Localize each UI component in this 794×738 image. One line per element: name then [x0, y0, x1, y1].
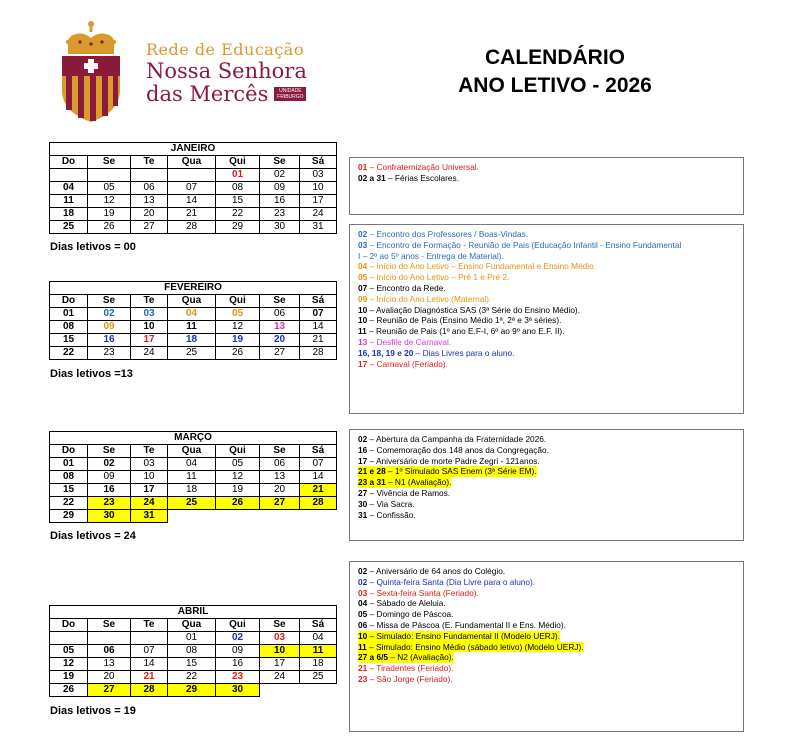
- weekday-header: Qui: [216, 156, 260, 169]
- day-cell: 27: [131, 221, 168, 234]
- empty-day-cell: [88, 169, 131, 182]
- event-item: 04 – Início do Ano Letivo – Ensino Fundamental e Ensino Médio.: [358, 261, 597, 272]
- day-cell: 03: [131, 458, 168, 471]
- day-cell: 26: [216, 497, 260, 510]
- day-cell: 08: [50, 471, 88, 484]
- day-cell: 29: [216, 221, 260, 234]
- empty-day-cell: [50, 169, 88, 182]
- empty-day-cell: [300, 510, 337, 523]
- weekday-header: Se: [260, 445, 300, 458]
- event-item: 01 – Confraternização Universal.: [358, 162, 479, 172]
- day-cell: 05: [50, 645, 88, 658]
- day-cell: 08: [168, 645, 216, 658]
- day-cell: 14: [300, 471, 337, 484]
- day-cell: 16: [216, 658, 260, 671]
- school-crest-logo: [58, 20, 124, 124]
- day-cell: 18: [168, 484, 216, 497]
- day-cell: 26: [88, 221, 131, 234]
- empty-day-cell: [260, 510, 300, 523]
- event-item: 10 – Avaliação Diagnóstica SAS (3ª Série do Ensino Médio).: [358, 304, 580, 315]
- day-cell: 14: [131, 658, 168, 671]
- day-cell: 22: [50, 497, 88, 510]
- day-cell: 17: [131, 484, 168, 497]
- event-item: 16 – Comemoração dos 148 anos da Congregação.: [358, 444, 549, 455]
- week-row: [50, 169, 337, 182]
- day-cell: 09: [88, 321, 131, 334]
- event-item: 07 – Encontro da Rede.: [358, 282, 446, 293]
- day-cell: 06: [131, 182, 168, 195]
- day-cell: 31: [131, 510, 168, 523]
- day-cell: 04: [50, 182, 88, 195]
- week-row: [50, 221, 337, 234]
- event-item: 03 – Sexta-feira Santa (Feriado).: [358, 587, 479, 598]
- brand-line-3-text: das Mercês: [146, 82, 269, 106]
- day-cell: 24: [131, 497, 168, 510]
- day-cell: 13: [260, 321, 300, 334]
- day-cell: 03: [131, 308, 168, 321]
- event-item: 02 – Abertura da Campanha da Fraternidade 2026.: [358, 434, 547, 444]
- event-item: I – 2º ao 5º anos - Entrega de Material).: [358, 250, 504, 261]
- day-cell: 22: [168, 671, 216, 684]
- weekday-header: Do: [50, 619, 88, 632]
- event-item: 31 – Confissão.: [358, 509, 416, 520]
- day-cell: 23: [260, 208, 300, 221]
- day-cell: 21: [168, 208, 216, 221]
- day-cell: 09: [88, 471, 131, 484]
- day-cell: 19: [216, 484, 260, 497]
- page-title: [440, 44, 670, 100]
- day-cell: 28: [300, 497, 337, 510]
- event-item: 17 – Aniversário de morte Padre Zegri - 121anos.: [358, 455, 540, 466]
- empty-day-cell: [131, 632, 168, 645]
- month-name: JANEIRO: [50, 143, 337, 156]
- weekday-header: Se: [88, 445, 131, 458]
- weekday-header: Se: [260, 295, 300, 308]
- weekday-header: Qua: [168, 156, 216, 169]
- empty-day-cell: [131, 169, 168, 182]
- week-row: [50, 308, 337, 321]
- event-item: 21 – Tiradentes (Feriado).: [358, 663, 454, 674]
- day-cell: 26: [50, 684, 88, 697]
- day-cell: 04: [168, 308, 216, 321]
- day-cell: 30: [260, 221, 300, 234]
- brand-line-3: [146, 83, 307, 105]
- brand-line-1: Rede de Educação: [146, 40, 304, 59]
- weekday-header: Sá: [300, 156, 337, 169]
- day-cell: 03: [300, 169, 337, 182]
- events-box-janeiro: [349, 157, 744, 215]
- empty-day-cell: [168, 510, 216, 523]
- weekday-header: Te: [131, 295, 168, 308]
- day-cell: 29: [50, 510, 88, 523]
- event-item: 06 – Missa de Páscoa (E. Fundamental II e Ens. Médio).: [358, 619, 566, 630]
- day-cell: 23: [88, 497, 131, 510]
- weekday-header: Se: [88, 295, 131, 308]
- week-row: [50, 658, 337, 671]
- weekday-header: Sá: [300, 619, 337, 632]
- day-cell: 24: [300, 208, 337, 221]
- day-cell: 25: [168, 347, 216, 360]
- day-cell: 11: [168, 321, 216, 334]
- calendar-table-março: [49, 431, 337, 523]
- month-name: FEVEREIRO: [50, 282, 337, 295]
- calendar-table-abril: [49, 605, 337, 697]
- weekday-header: Do: [50, 445, 88, 458]
- empty-day-cell: [300, 684, 337, 697]
- day-cell: 13: [131, 195, 168, 208]
- title-line-1: CALENDÁRIO: [485, 46, 625, 69]
- event-item: 16, 18, 19 e 20 – Dias Livres para o aluno.: [358, 347, 515, 358]
- event-item: 09 – Início do Ano Letivo (Maternal).: [358, 293, 492, 304]
- day-cell: 09: [216, 645, 260, 658]
- event-item: 11 – Simulado: Ensino Médio (sábado letivo) (Modelo UERJ).: [358, 641, 584, 652]
- day-cell: 05: [88, 182, 131, 195]
- day-cell: 24: [260, 671, 300, 684]
- day-cell: 13: [88, 658, 131, 671]
- day-cell: 09: [260, 182, 300, 195]
- brand-line-2: Nossa Senhora: [146, 59, 307, 83]
- day-cell: 22: [50, 347, 88, 360]
- day-cell: 10: [300, 182, 337, 195]
- day-cell: 11: [300, 645, 337, 658]
- day-cell: 19: [216, 334, 260, 347]
- day-cell: 20: [260, 334, 300, 347]
- day-cell: 11: [50, 195, 88, 208]
- calendar-table-fevereiro: [49, 281, 337, 360]
- day-cell: 15: [168, 658, 216, 671]
- event-item: 27 – Vivência de Ramos.: [358, 487, 451, 498]
- day-cell: 14: [300, 321, 337, 334]
- day-cell: 02: [260, 169, 300, 182]
- day-cell: 25: [50, 221, 88, 234]
- day-cell: 12: [88, 195, 131, 208]
- day-cell: 12: [216, 321, 260, 334]
- day-cell: 07: [168, 182, 216, 195]
- day-cell: 07: [300, 458, 337, 471]
- day-cell: 02: [88, 308, 131, 321]
- event-item: 02 a 31 – Férias Escolares.: [358, 172, 460, 183]
- dias-letivos-count: Dias letivos = 19: [50, 705, 136, 717]
- day-cell: 22: [216, 208, 260, 221]
- events-box-fevereiro: [349, 224, 744, 414]
- day-cell: 31: [300, 221, 337, 234]
- empty-day-cell: [50, 632, 88, 645]
- week-row: [50, 471, 337, 484]
- event-item: 17 – Carnaval (Feriado).: [358, 358, 448, 369]
- day-cell: 19: [50, 671, 88, 684]
- weekday-header: Do: [50, 295, 88, 308]
- week-row: [50, 182, 337, 195]
- day-cell: 26: [216, 347, 260, 360]
- events-box-março: [349, 429, 744, 541]
- event-item: 13 – Desfile de Carnaval.: [358, 336, 452, 347]
- day-cell: 21: [300, 484, 337, 497]
- event-item: 23 a 31 – N1 (Avaliação).: [358, 477, 452, 488]
- empty-day-cell: [216, 510, 260, 523]
- event-item: 10 – Simulado: Ensino Fundamental II (Modelo UERJ).: [358, 630, 560, 641]
- weekday-header: Se: [88, 619, 131, 632]
- title-line-2: ANO LETIVO - 2026: [458, 74, 652, 97]
- day-cell: 01: [216, 169, 260, 182]
- day-cell: 04: [300, 632, 337, 645]
- day-cell: 24: [131, 347, 168, 360]
- day-cell: 03: [260, 632, 300, 645]
- event-item: 21 e 28 – 1º Simulado SAS Enem (3ª Série EM).: [358, 466, 537, 477]
- day-cell: 06: [260, 308, 300, 321]
- event-item: 27 a 6/5 – N2 (Avaliação).: [358, 652, 454, 663]
- weekday-header: Te: [131, 156, 168, 169]
- day-cell: 20: [131, 208, 168, 221]
- weekday-header: Qui: [216, 445, 260, 458]
- event-item: 03 – Encontro de Formação - Reunião de Pais (Educação Infantil - Ensino Fundamental: [358, 239, 682, 250]
- day-cell: 13: [260, 471, 300, 484]
- day-cell: 21: [300, 334, 337, 347]
- weekday-header: Qua: [168, 619, 216, 632]
- day-cell: 27: [260, 497, 300, 510]
- day-cell: 04: [168, 458, 216, 471]
- day-cell: 15: [50, 334, 88, 347]
- day-cell: 14: [168, 195, 216, 208]
- week-row: [50, 195, 337, 208]
- day-cell: 10: [131, 321, 168, 334]
- event-item: 10 – Reunião de Pais (Ensino Médio 1ª, 2ª e 3ª séries).: [358, 315, 562, 326]
- weekday-header: Se: [260, 619, 300, 632]
- weekday-header: Qua: [168, 445, 216, 458]
- day-cell: 23: [88, 347, 131, 360]
- events-box-abril: [349, 561, 744, 732]
- unit-badge: UNIDADE FRIBURGO: [274, 87, 306, 101]
- day-cell: 01: [50, 458, 88, 471]
- empty-day-cell: [260, 684, 300, 697]
- dias-letivos-count: Dias letivos = 00: [50, 241, 136, 253]
- day-cell: 05: [216, 308, 260, 321]
- day-cell: 06: [260, 458, 300, 471]
- weekday-header: Sá: [300, 295, 337, 308]
- day-cell: 30: [88, 510, 131, 523]
- day-cell: 20: [88, 671, 131, 684]
- day-cell: 07: [131, 645, 168, 658]
- month-name: MARÇO: [50, 432, 337, 445]
- day-cell: 16: [260, 195, 300, 208]
- day-cell: 25: [300, 671, 337, 684]
- weekday-header: Te: [131, 445, 168, 458]
- weekday-header: Se: [88, 156, 131, 169]
- day-cell: 17: [260, 658, 300, 671]
- weekday-header: Qui: [216, 295, 260, 308]
- day-cell: 10: [131, 471, 168, 484]
- day-cell: 02: [216, 632, 260, 645]
- week-row: [50, 645, 337, 658]
- event-item: 02 – Aniversário de 64 anos do Colégio.: [358, 566, 506, 576]
- day-cell: 01: [50, 308, 88, 321]
- brand-name: [146, 40, 307, 105]
- day-cell: 17: [131, 334, 168, 347]
- day-cell: 29: [168, 684, 216, 697]
- weekday-header: Te: [131, 619, 168, 632]
- day-cell: 21: [131, 671, 168, 684]
- day-cell: 05: [216, 458, 260, 471]
- day-cell: 06: [88, 645, 131, 658]
- day-cell: 10: [260, 645, 300, 658]
- week-row: [50, 347, 337, 360]
- event-item: 30 – Via Sacra.: [358, 498, 415, 509]
- week-row: [50, 321, 337, 334]
- event-item: 04 – Sábado de Aleluia.: [358, 598, 446, 609]
- day-cell: 19: [88, 208, 131, 221]
- day-cell: 07: [300, 308, 337, 321]
- weekday-header: Do: [50, 156, 88, 169]
- empty-day-cell: [168, 169, 216, 182]
- day-cell: 12: [50, 658, 88, 671]
- dias-letivos-count: Dias letivos = 24: [50, 530, 136, 542]
- day-cell: 16: [88, 334, 131, 347]
- day-cell: 28: [168, 221, 216, 234]
- event-item: 05 – Início do Ano Letivo – Pré 1 e Pré 2.: [358, 272, 510, 283]
- day-cell: 30: [216, 684, 260, 697]
- day-cell: 18: [168, 334, 216, 347]
- event-item: 02 – Quinta-feira Santa (Dia Livre para o aluno).: [358, 576, 536, 587]
- day-cell: 08: [216, 182, 260, 195]
- week-row: [50, 484, 337, 497]
- weekday-header: Sá: [300, 445, 337, 458]
- event-item: 23 – São Jorge (Feriado).: [358, 673, 453, 684]
- event-item: 02 – Encontro dos Professores / Boas-Vindas.: [358, 229, 529, 239]
- weekday-header: Qui: [216, 619, 260, 632]
- event-item: 11 – Reunião de Pais (1º ano E.F-I, 6º ao 9º ano E.F. II).: [358, 326, 565, 337]
- empty-day-cell: [88, 632, 131, 645]
- day-cell: 20: [260, 484, 300, 497]
- day-cell: 28: [131, 684, 168, 697]
- week-row: [50, 671, 337, 684]
- week-row: [50, 334, 337, 347]
- week-row: [50, 684, 337, 697]
- day-cell: 17: [300, 195, 337, 208]
- event-item: 05 – Domingo de Páscoa.: [358, 609, 454, 620]
- weekday-header: Qua: [168, 295, 216, 308]
- day-cell: 08: [50, 321, 88, 334]
- week-row: [50, 510, 337, 523]
- day-cell: 15: [216, 195, 260, 208]
- day-cell: 25: [168, 497, 216, 510]
- day-cell: 23: [216, 671, 260, 684]
- day-cell: 01: [168, 632, 216, 645]
- day-cell: 11: [168, 471, 216, 484]
- week-row: [50, 208, 337, 221]
- month-name: ABRIL: [50, 606, 337, 619]
- day-cell: 27: [88, 684, 131, 697]
- week-row: [50, 497, 337, 510]
- day-cell: 18: [300, 658, 337, 671]
- day-cell: 15: [50, 484, 88, 497]
- day-cell: 16: [88, 484, 131, 497]
- calendar-table-janeiro: [49, 142, 337, 234]
- dias-letivos-count: Dias letivos =13: [50, 368, 133, 380]
- day-cell: 27: [260, 347, 300, 360]
- weekday-header: Se: [260, 156, 300, 169]
- day-cell: 02: [88, 458, 131, 471]
- day-cell: 28: [300, 347, 337, 360]
- week-row: [50, 632, 337, 645]
- week-row: [50, 458, 337, 471]
- day-cell: 18: [50, 208, 88, 221]
- day-cell: 12: [216, 471, 260, 484]
